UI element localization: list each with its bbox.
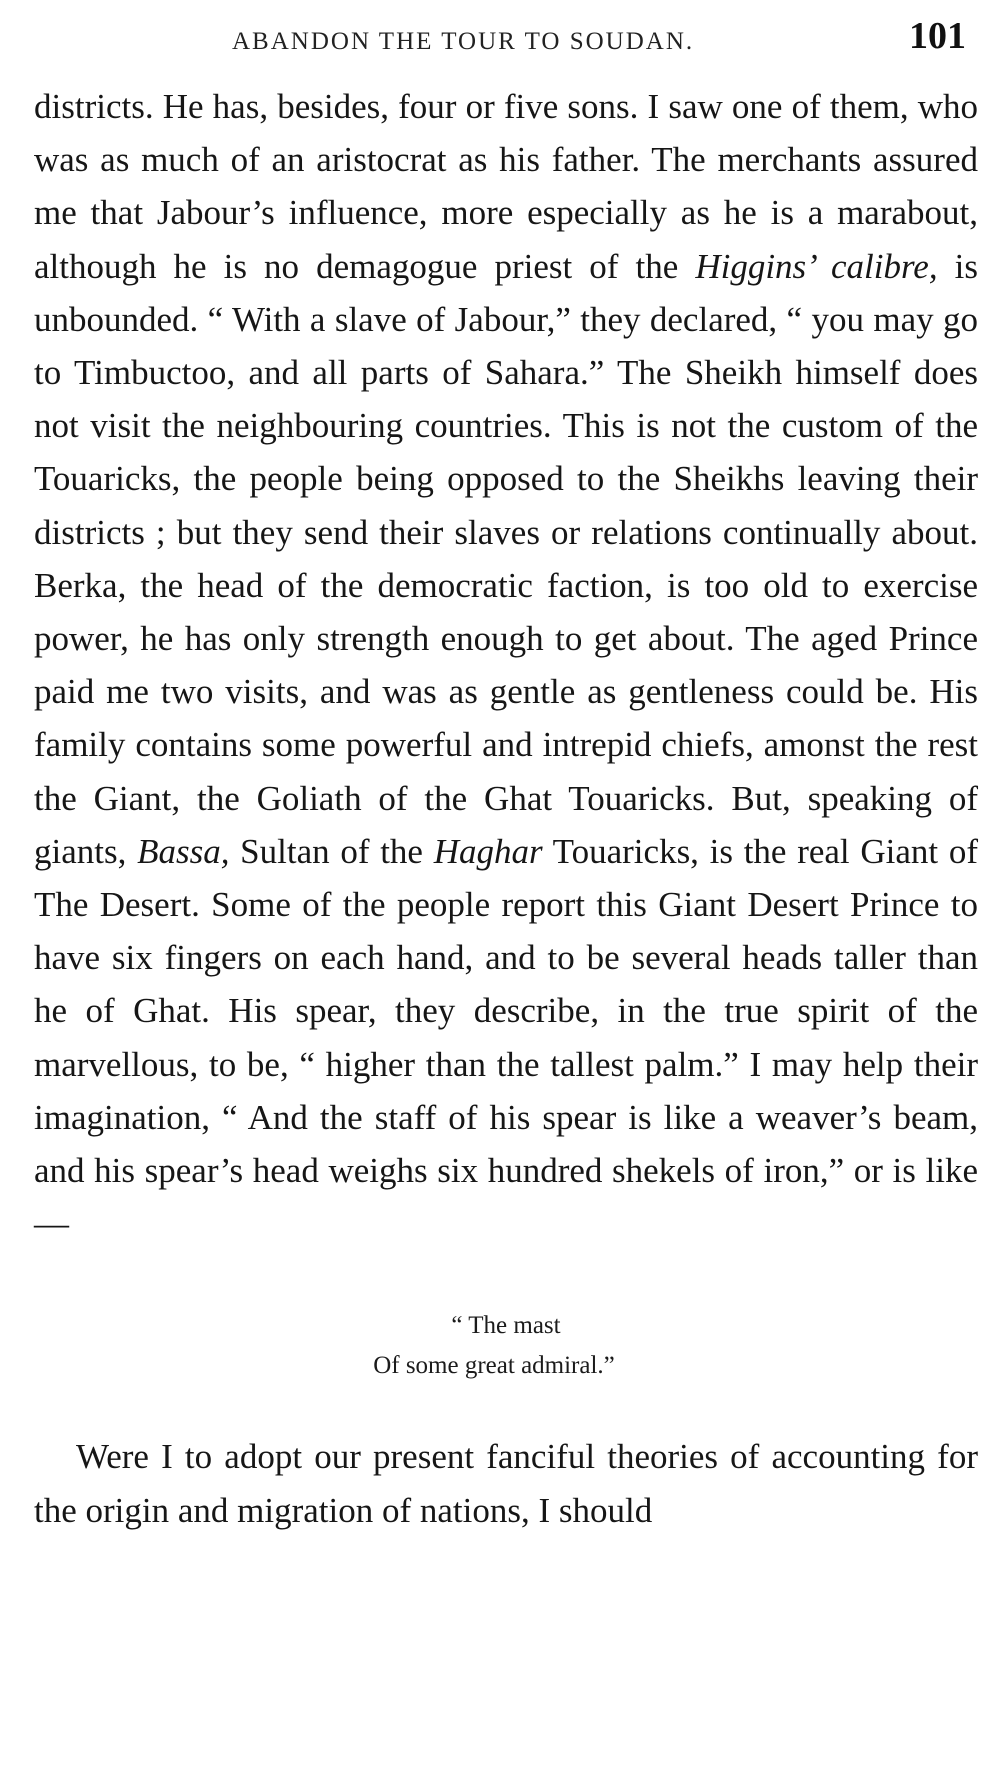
running-header bbox=[34, 0, 978, 80]
page-number: 101 bbox=[909, 15, 966, 57]
paragraph-1-text-part-3: Sultan of the bbox=[229, 831, 434, 871]
block-quote bbox=[34, 1306, 978, 1386]
paragraph-1-italic-1: Higgins’ calibre, bbox=[695, 246, 938, 286]
paragraph-1-italic-2: Bassa, bbox=[137, 831, 230, 871]
paragraph-2 bbox=[34, 1430, 978, 1536]
running-title: ABANDON THE TOUR TO SOUDAN. bbox=[232, 28, 695, 55]
paragraph-1-text-part-2: is unbounded. “ With a slave of Jabour,” they declared, “ you may go to Timbuctoo, and all parts of Sahara.” The Sheikh himself does not visit the neighbouring countries. This is not the custom of the Touaricks, the people being opposed to the Sheikhs leaving their districts ; but they send their slaves or relations continually about. Berka, the head of the democratic faction, is too old to exercise power, he has only strength enough to get about. The aged Prince paid me two visits, and was as gentle as gentleness could be. His family contains some powerful and intrepid chiefs, amonst the rest the Giant, the Goliath of the Ghat Touaricks. But, speaking of giants, bbox=[34, 246, 978, 871]
paragraph-1 bbox=[34, 80, 978, 1250]
quote-line-1: “ The mast bbox=[451, 1312, 561, 1340]
paragraph-1-italic-3: Haghar bbox=[433, 831, 543, 871]
paragraph-1-text-part-1: districts. He has, besides, four or five sons. I saw one of them, who was as much of an aristocrat as his father. The merchants assured me that Jabour’s influence, more especially as he is a marabout, although he is no demagogue priest of the bbox=[34, 87, 978, 286]
quote-line-2: Of some great admiral.” bbox=[373, 1352, 615, 1380]
paragraph-2-text: Were I to adopt our present fanciful theories of accounting for the origin and migration of nations, I should bbox=[34, 1437, 978, 1530]
paragraph-1-text-part-4: Touaricks, is the real Giant of The Desert. Some of the people report this Giant Desert Prince to have six fingers on each hand, and to be several heads taller than he of Ghat. His spear, they describe, in the true spirit of the marvellous, to be, “ higher than the tallest palm.” I may help their imagination, “ And the staff of his spear is like a weaver’s beam, and his spear’s head weighs six hundred shekels of iron,” or is like— bbox=[34, 831, 978, 1244]
